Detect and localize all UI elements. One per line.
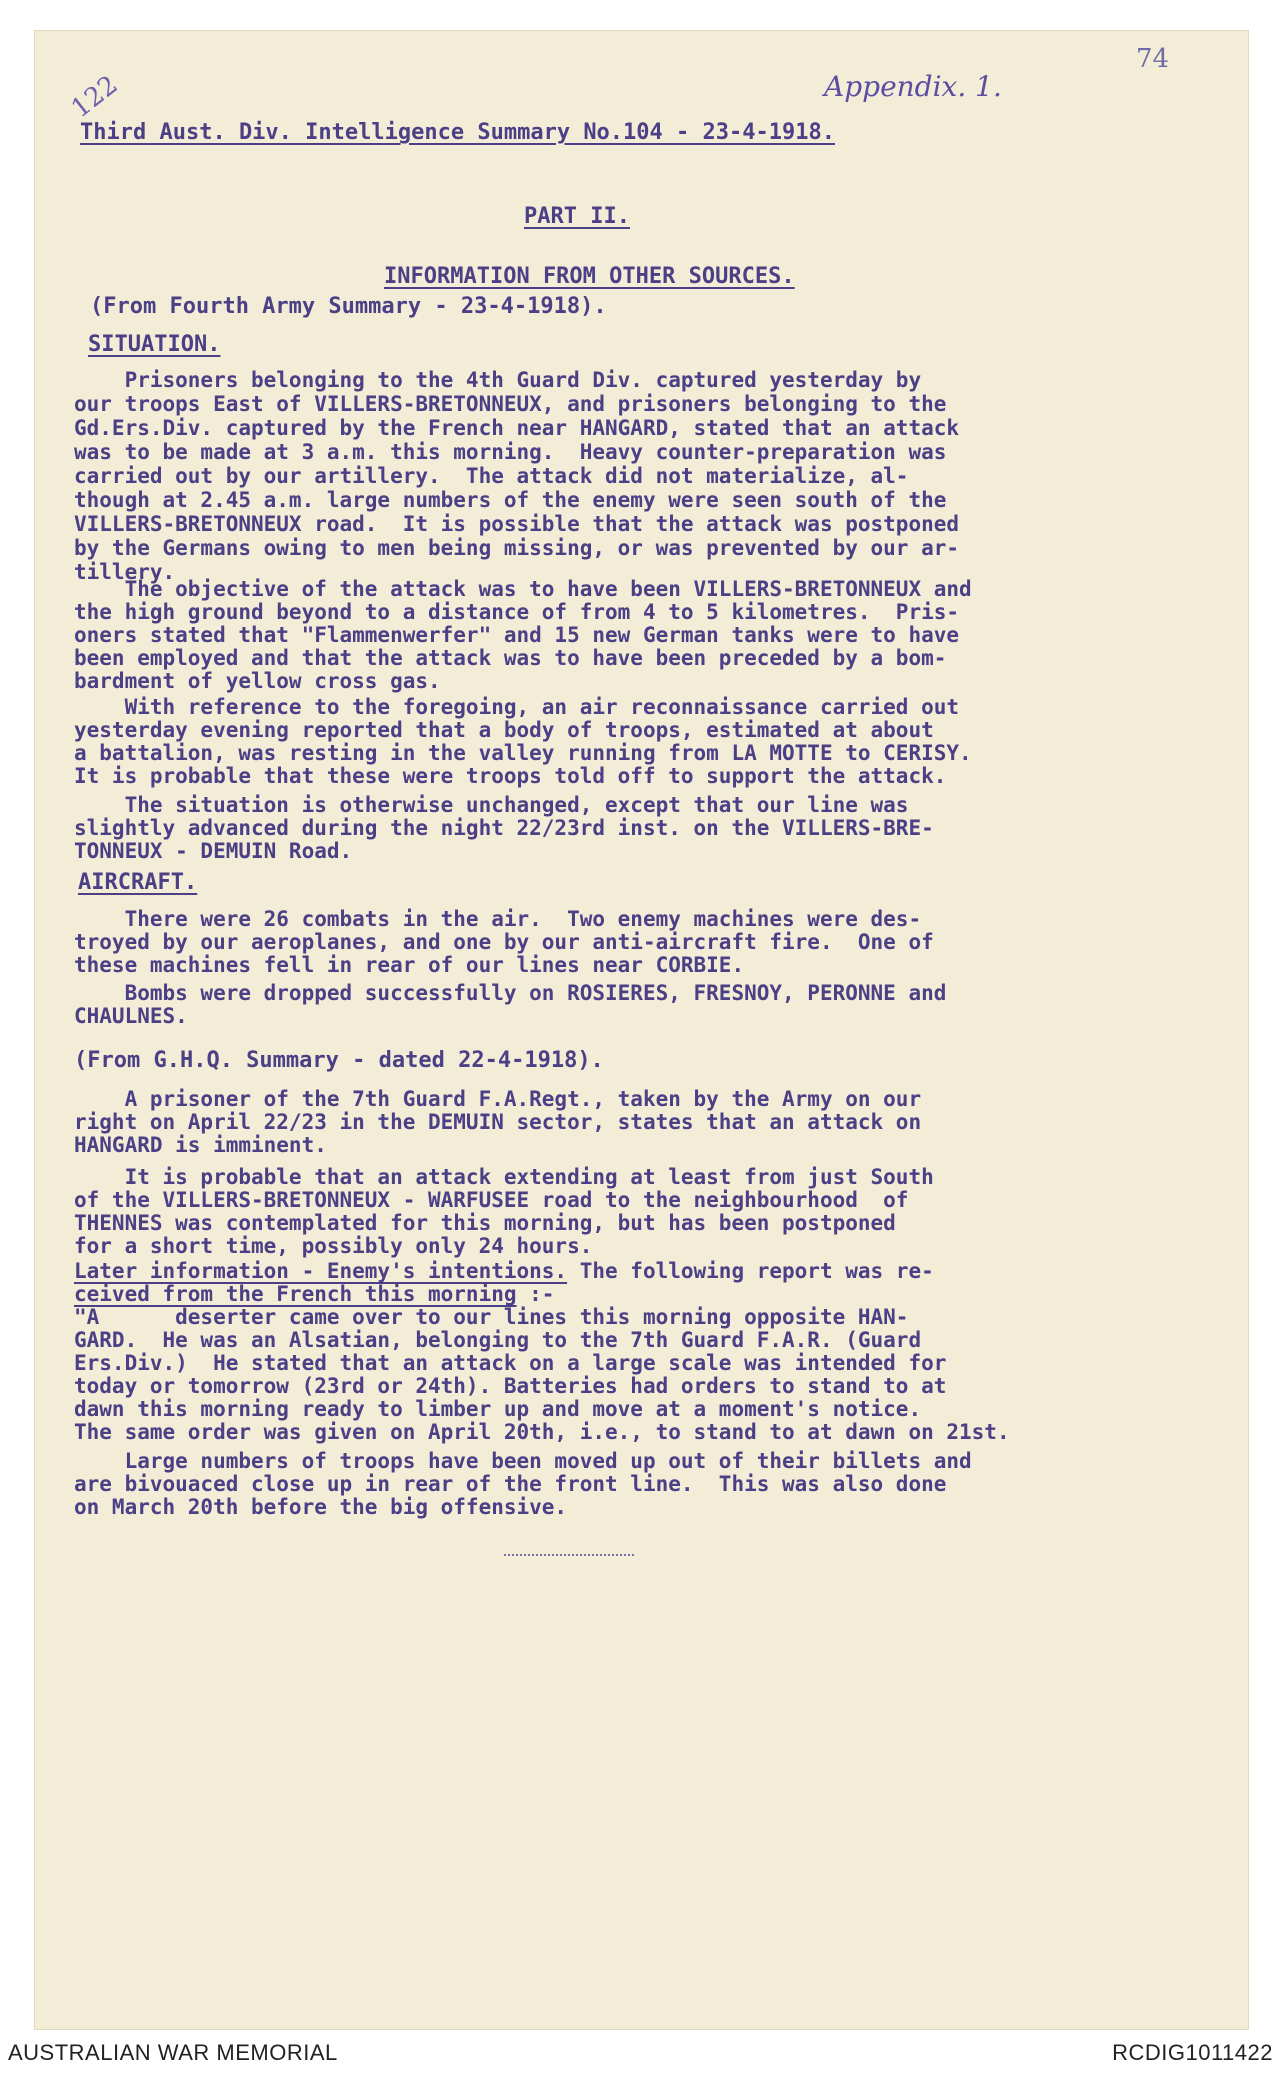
situation-paragraph-1: Prisoners belonging to the 4th Guard Div. captured yesterday by our troops East of VILLERS-BRETONNEUX, and prisoners belonging to the Gd.Ers.Div. captured by the French near HANGARD, stated that an attack was to be made at 3 a.m. this morning. Heavy counter-preparation was carried out by our artillery. The attack did not materialize, al- though at 2.45 a.m. large numbers of the enemy were seen south of the VILLERS-BRETONNEUX road. It is possible that the attack was postponed by the Germans owing to men being missing, or was prevented by our ar- tillery. xyxy=(74,368,960,584)
ghq-paragraph-3: Large numbers of troops have been moved up out of their billets and are bivouaced close up in rear of the front line. This was also done on March 20th before the big offensive. xyxy=(74,1449,972,1519)
ghq-paragraph-2: It is probable that an attack extending at least from just South of the VILLERS-BRETONNEUX - WARFUSEE road to the neighbourhood of THENNES was contemplated for this morning, but has been postponed for a short time, possibly only 24 hours. xyxy=(74,1165,934,1258)
document-title: Third Aust. Div. Intelligence Summary No.104 - 23-4-1918. xyxy=(80,120,835,145)
situation-heading: SITUATION. xyxy=(88,332,221,357)
situation-paragraph-3: With reference to the foregoing, an air reconnaissance carried out yesterday evening reported that a body of troops, estimated at about a battalion, was resting in the valley running from LA MOTTE to CERISY. It is probable that these were troops told off to support the attack. xyxy=(74,695,972,788)
later-information-colon: :- xyxy=(516,1282,555,1306)
aircraft-paragraph-2: Bombs were dropped successfully on ROSIERES, FRESNOY, PERONNE and CHAULNES. xyxy=(74,981,947,1028)
document-page xyxy=(34,30,1249,2030)
ghq-source: (From G.H.Q. Summary - dated 22-4-1918). xyxy=(74,1048,604,1073)
closing-rule xyxy=(504,1554,634,1556)
situation-paragraph-4: The situation is otherwise unchanged, except that our line was slightly advanced during the night 22/23rd inst. on the VILLERS-BRE- TONNEUX - DEMUIN Road. xyxy=(74,793,934,863)
later-information-text: The following report was re- xyxy=(567,1259,934,1283)
deserter-report-quote: "A deserter came over to our lines this morning opposite HAN- GARD. He was an Alsatian, belonging to the 7th Guard F.A.R. (Guard Ers.Div.) He stated that an attack on a large scale was intended for today or tomorrow (23rd or 24th). Batteries had orders to stand to at dawn this morning ready to limber up and move at a moment's notice. The same order was given on April 20th, i.e., to stand to at dawn on 21st. xyxy=(74,1305,1010,1444)
situation-paragraph-2: The objective of the attack was to have been VILLERS-BRETONNEUX and the high ground beyond to a distance of from 4 to 5 kilometres. Pris- oners stated that "Flammenwerfer" and 15 new German tanks were to have been employed and that the attack was to have been preceded by a bom- bardment of yellow cross gas. xyxy=(74,577,972,693)
later-information-received: ceived from the French this morning xyxy=(74,1282,517,1306)
folio-annotation: 122 xyxy=(66,69,124,125)
later-information-line-2 xyxy=(74,1281,1174,1307)
page-number-annotation: 74 xyxy=(1136,44,1170,74)
part-heading: PART II. xyxy=(524,204,630,229)
ghq-paragraph-1: A prisoner of the 7th Guard F.A.Regt., taken by the Army on our right on April 22/23 in the DEMUIN sector, states that an attack on HANGARD is imminent. xyxy=(74,1087,922,1157)
later-information-label: Later information - Enemy's intentions. xyxy=(74,1259,568,1283)
fourth-army-source: (From Fourth Army Summary - 23-4-1918). xyxy=(90,294,607,319)
appendix-annotation: Appendix. 1. xyxy=(824,70,1002,103)
aircraft-heading: AIRCRAFT. xyxy=(78,870,198,895)
footer-record-id: RCDIG1011422 xyxy=(1112,2040,1273,2065)
footer-archive-name: AUSTRALIAN WAR MEMORIAL xyxy=(8,2040,338,2065)
section-heading: INFORMATION FROM OTHER SOURCES. xyxy=(384,264,795,289)
aircraft-paragraph-1: There were 26 combats in the air. Two enemy machines were des- troyed by our aeroplanes, and one by our anti-aircraft fire. One of these machines fell in rear of our lines near CORBIE. xyxy=(74,907,934,977)
